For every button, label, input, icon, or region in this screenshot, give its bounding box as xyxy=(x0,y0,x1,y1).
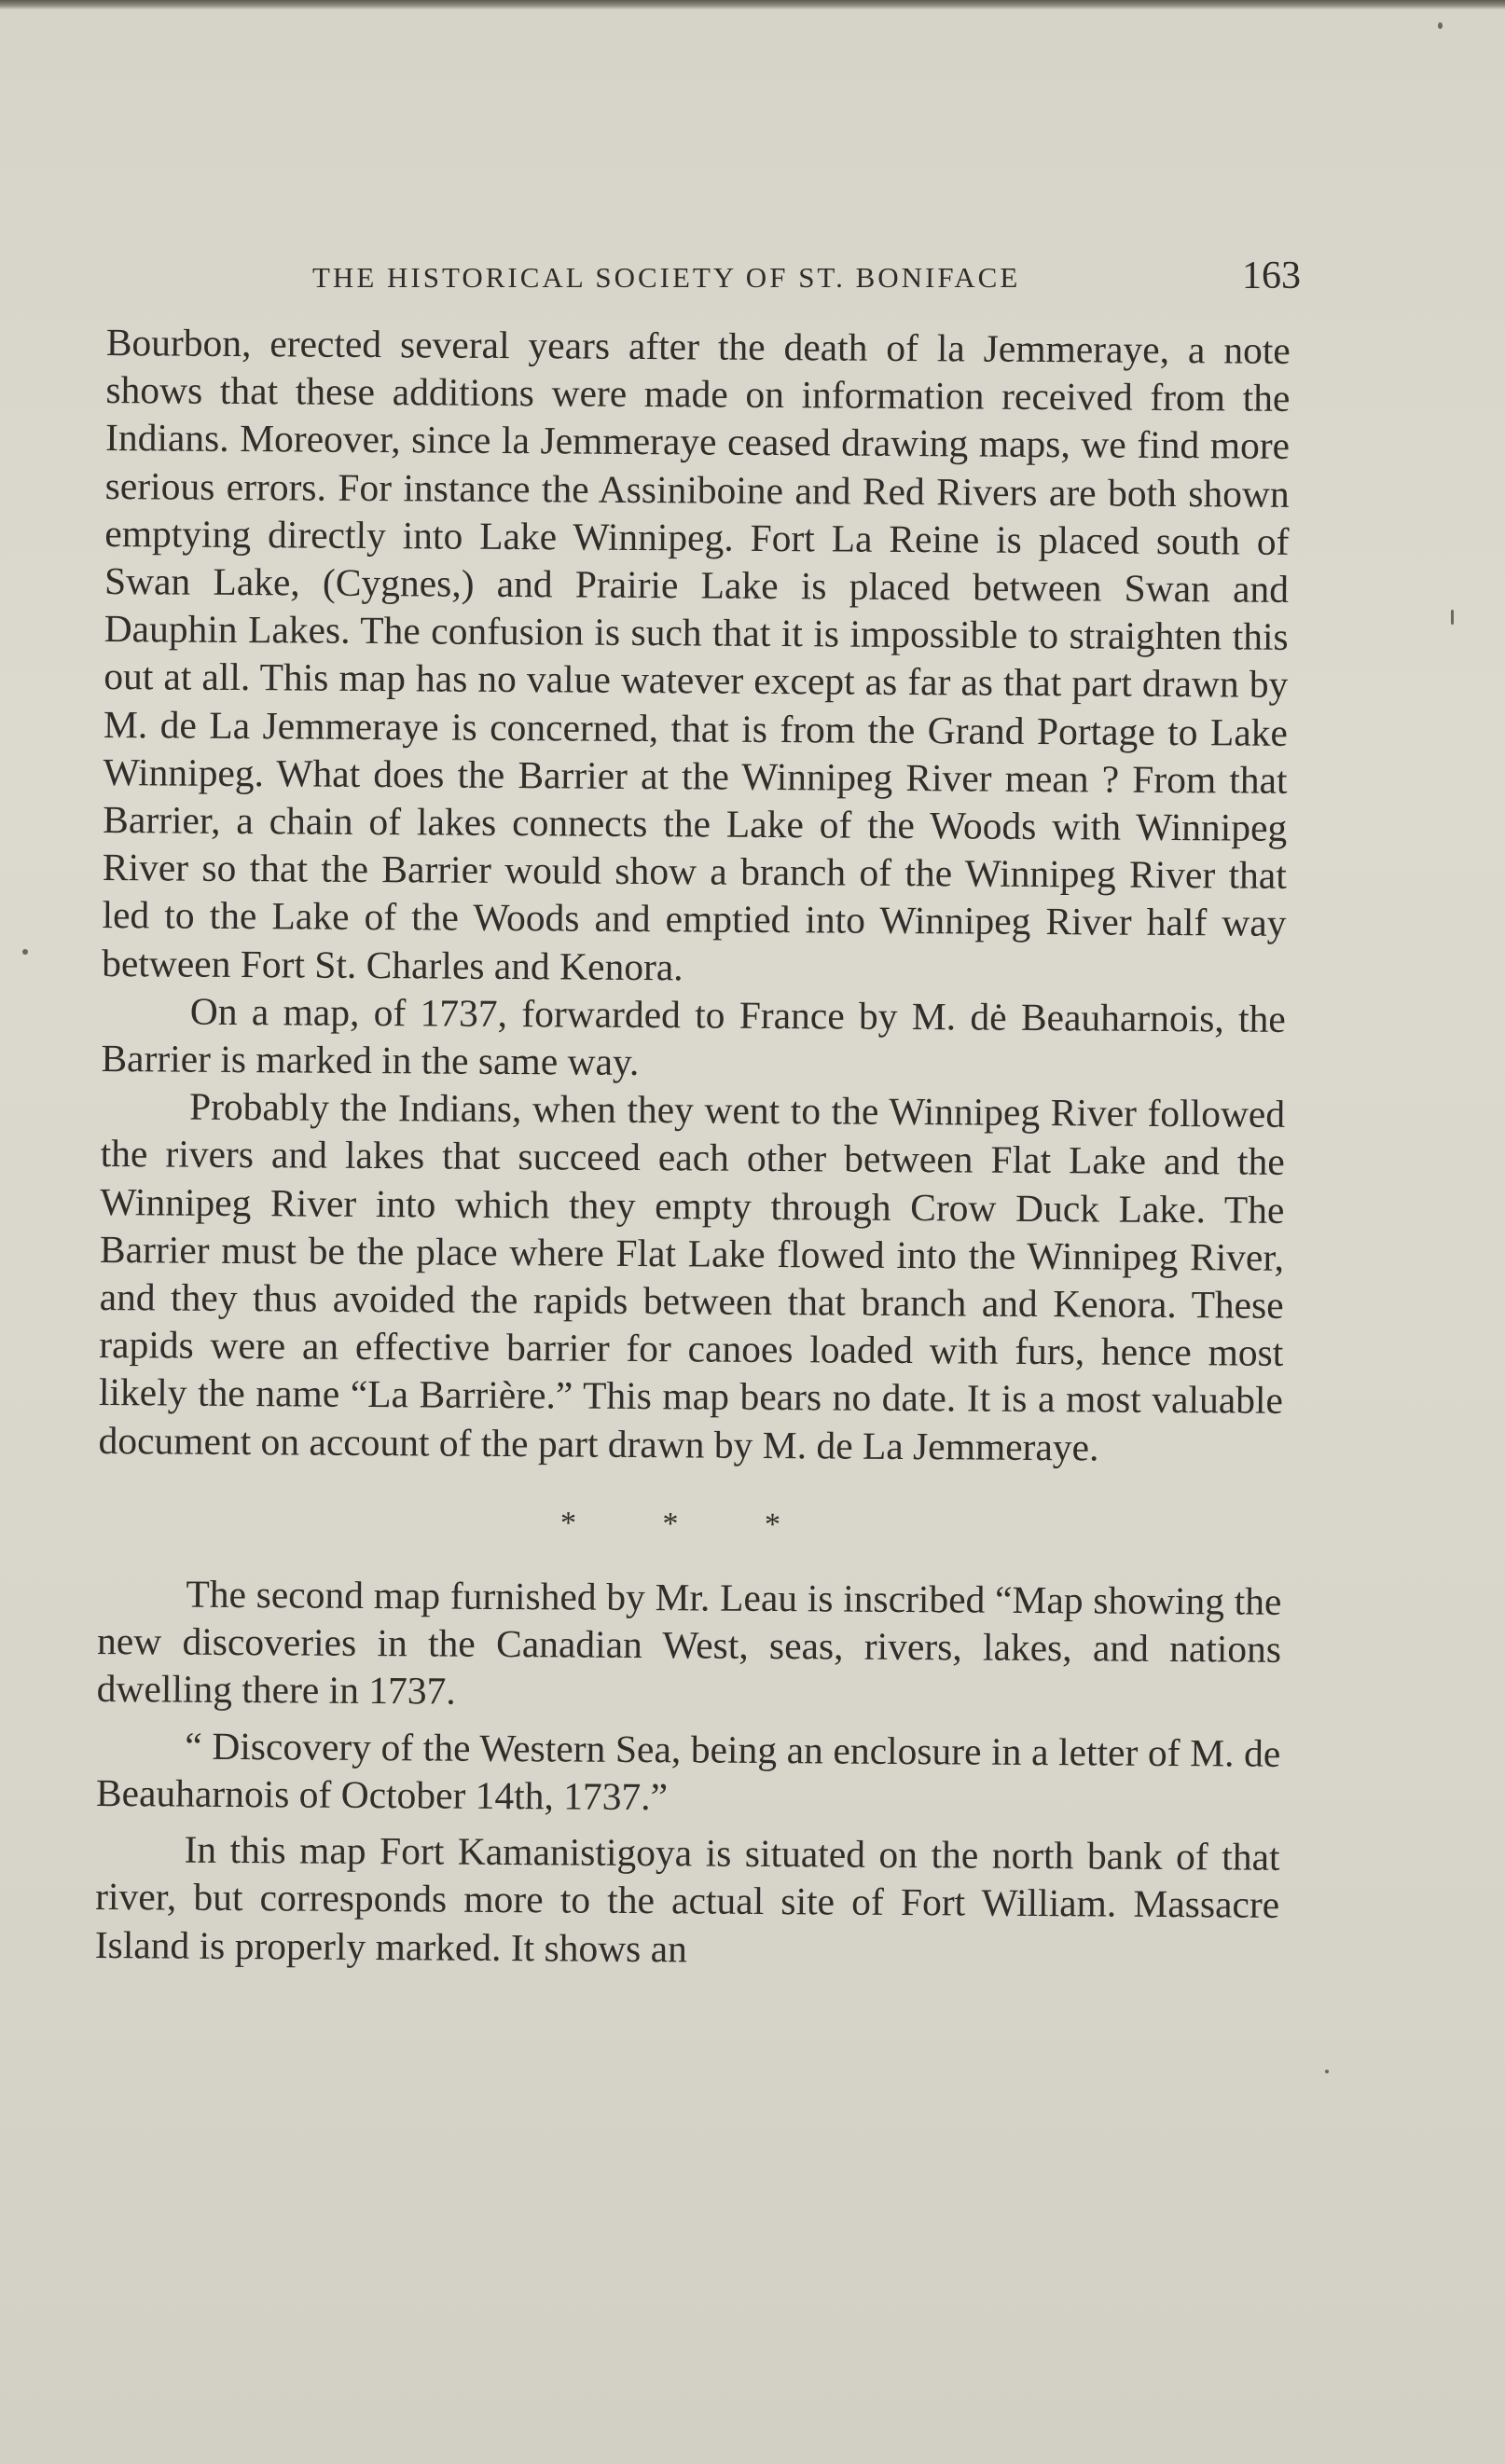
paper-speck xyxy=(22,949,28,955)
paragraph-3: Probably the Indians, when they went to the Winnipeg River followed the rivers and lakes that succeed each other between Flat Lake and the Winnipeg River into which they empty through Crow Duck Lake. The Barrier must be the place where Flat Lake flowed into the Winnipeg River, and they thus avoided the rapids between that branch and Kenora. These rapids were an effective barrier for canoes loaded with furs, hence most likely the name “La Barrière.” This map bears no date. It is a most valuable document on account of the part drawn by M. de La Jemmeraye. xyxy=(98,1084,1286,1469)
running-head: THE HISTORICAL SOCIETY OF ST. BONIFACE xyxy=(312,261,1021,294)
page-number: 163 xyxy=(1242,255,1301,297)
paper-speck xyxy=(1438,22,1443,29)
paragraph-6: In this map Fort Kamanistigoya is situated on the north bank of that river, but corresponds more to the actual site of Fort William. Massacre Island is properly marked. It shows an xyxy=(94,1827,1280,1970)
page-top-edge xyxy=(0,0,1505,9)
paper-speck xyxy=(1451,610,1454,625)
paragraph-1: Bourbon, erected several years after the death of la Jemmeraye, a note shows that these additions were made on information received from the Indians. Moreover, since la Jemmeraye ceased drawing maps, we find more serious errors. For instance the Assiniboine and Red Rivers are both shown emptying directly into Lake Winnipeg. Fort La Reine is placed south of Swan Lake, (Cygnes,) and Prairie Lake is placed between Swan and Dauphin Lakes. The confusion is such that it is impossible to straighten this out at all. This map has no value watever except as far as that part drawn by M. de La Jemmeraye is concerned, that is from the Grand Portage to Lake Winnipeg. What does the Barrier at the Winnipeg River mean ? From that Barrier, a chain of lakes connects the Lake of the Woods with Winnipeg River so that the Barrier would show a branch of the Winnipeg River that led to the Lake of the Woods and emptied into Winnipeg River half way between Fort St. Charles and Kenora. xyxy=(102,320,1291,988)
page-header xyxy=(312,254,1301,310)
paper-speck xyxy=(1325,2070,1329,2073)
section-separator: * * * xyxy=(559,1506,821,1543)
paragraph-2: On a map, of 1737, forwarded to France by M. dė Beauharnois, the Barrier is marked in the same way. xyxy=(101,989,1286,1084)
paragraph-4: The second map furnished by Mr. Leau is inscribed “Map showing the new discoveries in the Canadian West, seas, rivers, lakes, and nations dwelling there in 1737. xyxy=(96,1572,1282,1714)
body-text xyxy=(95,319,1291,1977)
paragraph-5: “ Discovery of the Western Sea, being an enclosure in a letter of M. de Beauharnois of October 14th, 1737.” xyxy=(95,1724,1281,1819)
